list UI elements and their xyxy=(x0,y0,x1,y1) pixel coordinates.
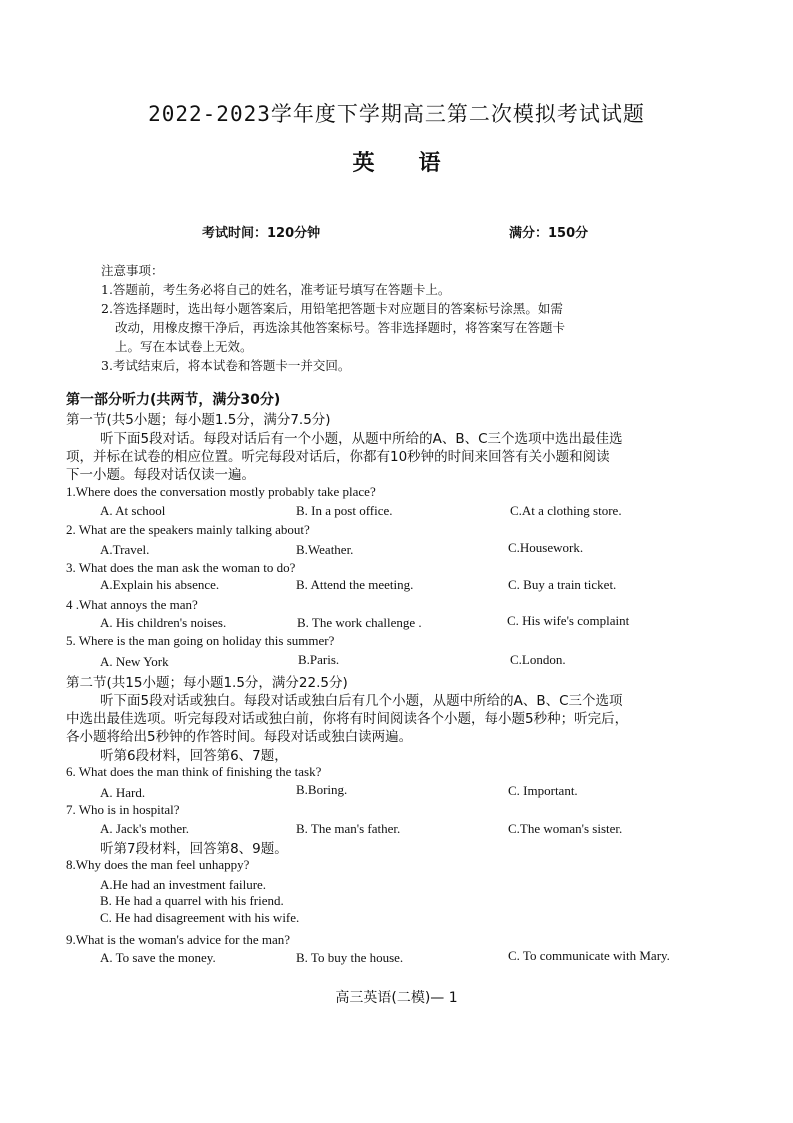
option-c: C. Buy a train ticket. xyxy=(508,577,617,592)
section1-instr-line: 听下面5段对话。每段对话后有一个小题，从题中所给的A、B、C三个选项中选出最佳选 xyxy=(100,431,623,447)
note-item: 1.答题前，考生务必将自己的姓名，准考证号填写在答题卡上。 xyxy=(101,282,451,297)
option-a: A. Jack's mother. xyxy=(100,821,189,836)
option-a: A. To save the money. xyxy=(100,950,216,965)
note-item: 2.答选择题时，选出每小题答案后，用铅笔把答题卡对应题目的答案标号涂黑。如需 xyxy=(101,301,563,316)
section2-instr-line: 各小题将给出5秒钟的作答时间。每段对话或独白读两遍。 xyxy=(66,729,413,745)
section1-heading: 第一节(共5小题；每小题1.5分，满分7.5分) xyxy=(66,412,331,428)
exam-score: 满分：150分 xyxy=(509,226,589,241)
option-b: B.Boring. xyxy=(296,782,348,797)
option-c: C.The woman's sister. xyxy=(508,821,623,836)
question-stem: 1.Where does the conversation mostly probably take place? xyxy=(66,484,376,499)
question-stem: 8.Why does the man feel unhappy? xyxy=(66,857,250,872)
question-stem: 4 .What annoys the man? xyxy=(66,597,198,612)
option-c: C. He had disagreement with his wife. xyxy=(100,910,300,925)
option-c: C.At a clothing store. xyxy=(510,503,622,518)
subject-title xyxy=(0,146,793,177)
option-b: B. The work challenge . xyxy=(297,615,422,630)
option-b: B. The man's father. xyxy=(296,821,401,836)
question-stem: 2. What are the speakers mainly talking about? xyxy=(66,522,310,537)
note-item: 3.考试结束后，将本试卷和答题卡一并交回。 xyxy=(101,358,351,373)
part1-heading: 第一部分听力(共两节，满分30分) xyxy=(66,392,281,408)
option-a: A. Hard. xyxy=(100,785,146,800)
notes-heading: 注意事项： xyxy=(101,263,164,278)
page-footer: 高三英语(二模)— 1 xyxy=(335,990,458,1006)
option-a: A.Travel. xyxy=(100,542,150,557)
option-a: A. New York xyxy=(100,654,169,669)
section2-heading: 第二节(共15小题；每小题1.5分，满分22.5分) xyxy=(66,675,348,691)
option-b: B. To buy the house. xyxy=(296,950,404,965)
material-6-instr: 听第6段材料，回答第6、7题， xyxy=(100,748,288,764)
section1-instr-line: 下一小题。每段对话仅读一遍。 xyxy=(66,467,255,483)
option-a: A. His children's noises. xyxy=(100,615,227,630)
question-stem: 7. Who is in hospital? xyxy=(66,802,180,817)
option-a: A.He had an investment failure. xyxy=(100,877,267,892)
option-c: C. To communicate with Mary. xyxy=(508,948,670,963)
option-b: B.Weather. xyxy=(296,542,354,557)
exam-time: 考试时间：120分钟 xyxy=(202,226,321,241)
subject-char-2: 语 xyxy=(418,150,441,176)
option-a: A. At school xyxy=(100,503,166,518)
option-a: A.Explain his absence. xyxy=(100,577,220,592)
option-b: B.Paris. xyxy=(298,652,340,667)
option-b: B. Attend the meeting. xyxy=(296,577,414,592)
question-stem: 9.What is the woman's advice for the man? xyxy=(66,932,290,947)
question-stem: 3. What does the man ask the woman to do? xyxy=(66,560,296,575)
question-stem: 5. Where is the man going on holiday this summer? xyxy=(66,633,335,648)
section2-instr-line: 听下面5段对话或独白。每段对话或独白后有几个小题，从题中所给的A、B、C三个选项 xyxy=(100,693,623,709)
option-b: B. He had a quarrel with his friend. xyxy=(100,893,284,908)
option-c: C.London. xyxy=(510,652,566,667)
note-item: 改动，用橡皮擦干净后，再选涂其他答案标号。答非选择题时，将答案写在答题卡 xyxy=(115,320,566,335)
option-c: C. Important. xyxy=(508,783,578,798)
subject-char-1: 英 xyxy=(352,150,375,176)
material-7-instr: 听第7段材料，回答第8、9题。 xyxy=(100,841,288,857)
option-c: C. His wife's complaint xyxy=(507,613,630,628)
question-stem: 6. What does the man think of finishing the task? xyxy=(66,764,322,779)
notes-block xyxy=(101,261,721,375)
option-c: C.Housework. xyxy=(508,540,584,555)
note-item: 上。写在本试卷上无效。 xyxy=(115,339,253,354)
option-b: B. In a post office. xyxy=(296,503,393,518)
section1-instr-line: 项，并标在试卷的相应位置。听完每段对话后，你都有10秒钟的时间来回答有关小题和阅读 xyxy=(66,449,610,465)
section2-instr-line: 中选出最佳选项。听完每段对话或独白前，你将有时间阅读各个小题，每小题5秒种；听完后， xyxy=(66,711,629,727)
exam-title: 2022-2023学年度下学期高三第二次模拟考试试题 xyxy=(148,102,645,126)
